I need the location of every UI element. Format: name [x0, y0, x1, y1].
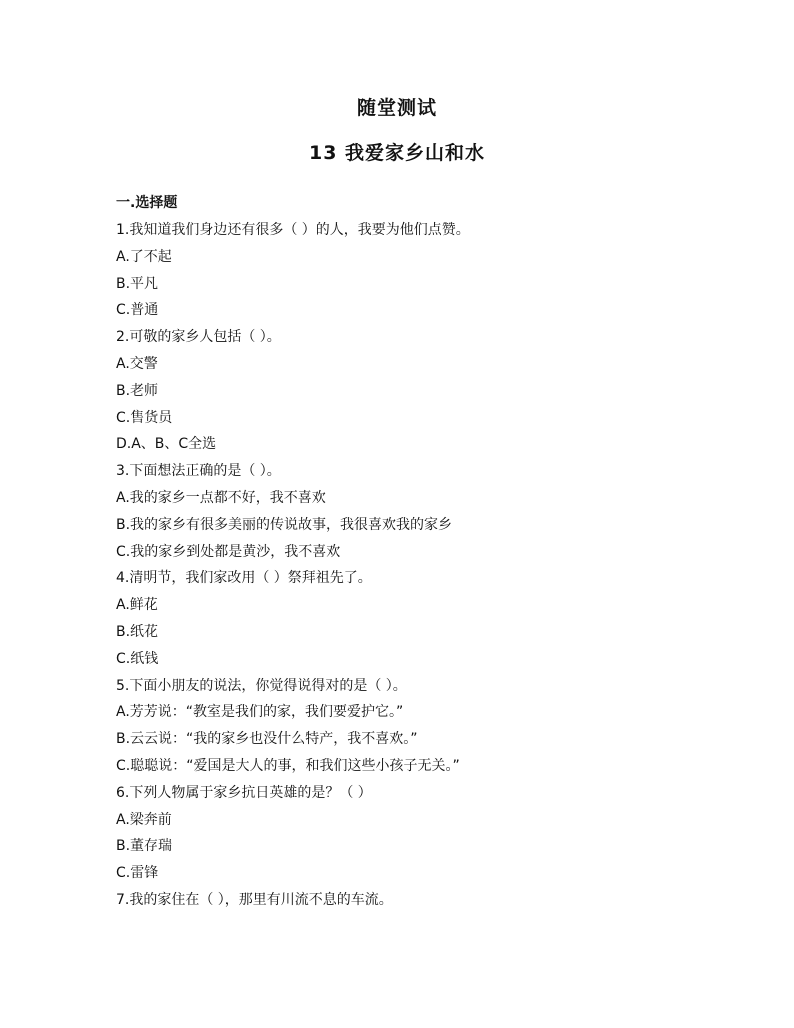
question-4 [116, 565, 716, 672]
section-heading: 一.选择题 [116, 195, 178, 211]
question-7 [116, 887, 716, 914]
option-c: C.售货员 [116, 409, 173, 426]
question-3 [116, 458, 716, 565]
question-1 [116, 217, 716, 324]
question-stem: 3.下面想法正确的是（ ）。 [116, 463, 281, 480]
option-a: A.了不起 [116, 248, 172, 265]
question-stem: 2.可敬的家乡人包括（ ）。 [116, 329, 281, 346]
option-c: C.我的家乡到处都是黄沙，我不喜欢 [116, 543, 341, 560]
question-stem: 1.我知道我们身边还有很多（ ）的人，我要为他们点赞。 [116, 222, 470, 238]
option-b: B.云云说：“我的家乡也没什么特产，我不喜欢。” [116, 731, 418, 748]
option-a: A.鲜花 [116, 597, 158, 614]
question-2 [116, 324, 716, 458]
option-c: C.雷锋 [116, 865, 159, 882]
option-a: A.梁奔前 [116, 811, 172, 828]
option-a: A.我的家乡一点都不好，我不喜欢 [116, 489, 326, 506]
option-a: A.芳芳说：“教室是我们的家，我们要爱护它。” [116, 704, 404, 721]
lesson-title: 13 我爱家乡山和水 [308, 142, 486, 164]
question-stem: 6.下列人物属于家乡抗日英雄的是？（ ） [116, 784, 372, 801]
option-b: B.老师 [116, 382, 159, 399]
question-6 [116, 780, 716, 887]
option-b: B.平凡 [116, 275, 159, 292]
option-c: C.普通 [116, 302, 159, 319]
option-d: D.A、B、C全选 [116, 436, 217, 453]
option-c: C.聪聪说：“爱国是大人的事，和我们这些小孩子无关。” [116, 757, 460, 774]
question-stem: 5.下面小朋友的说法，你觉得说得对的是（ ）。 [116, 677, 407, 694]
question-list [116, 190, 716, 914]
option-b: B.纸花 [116, 623, 159, 640]
question-stem: 7.我的家住在（ ），那里有川流不息的车流。 [116, 891, 393, 908]
option-a: A.交警 [116, 355, 158, 372]
question-stem: 4.清明节，我们家改用（ ）祭拜祖先了。 [116, 570, 372, 587]
page-title: 随堂测试 [356, 97, 437, 119]
option-b: B.董存瑞 [116, 838, 173, 855]
question-5 [116, 673, 716, 780]
option-b: B.我的家乡有很多美丽的传说故事，我很喜欢我的家乡 [116, 516, 453, 533]
option-c: C.纸钱 [116, 650, 159, 667]
